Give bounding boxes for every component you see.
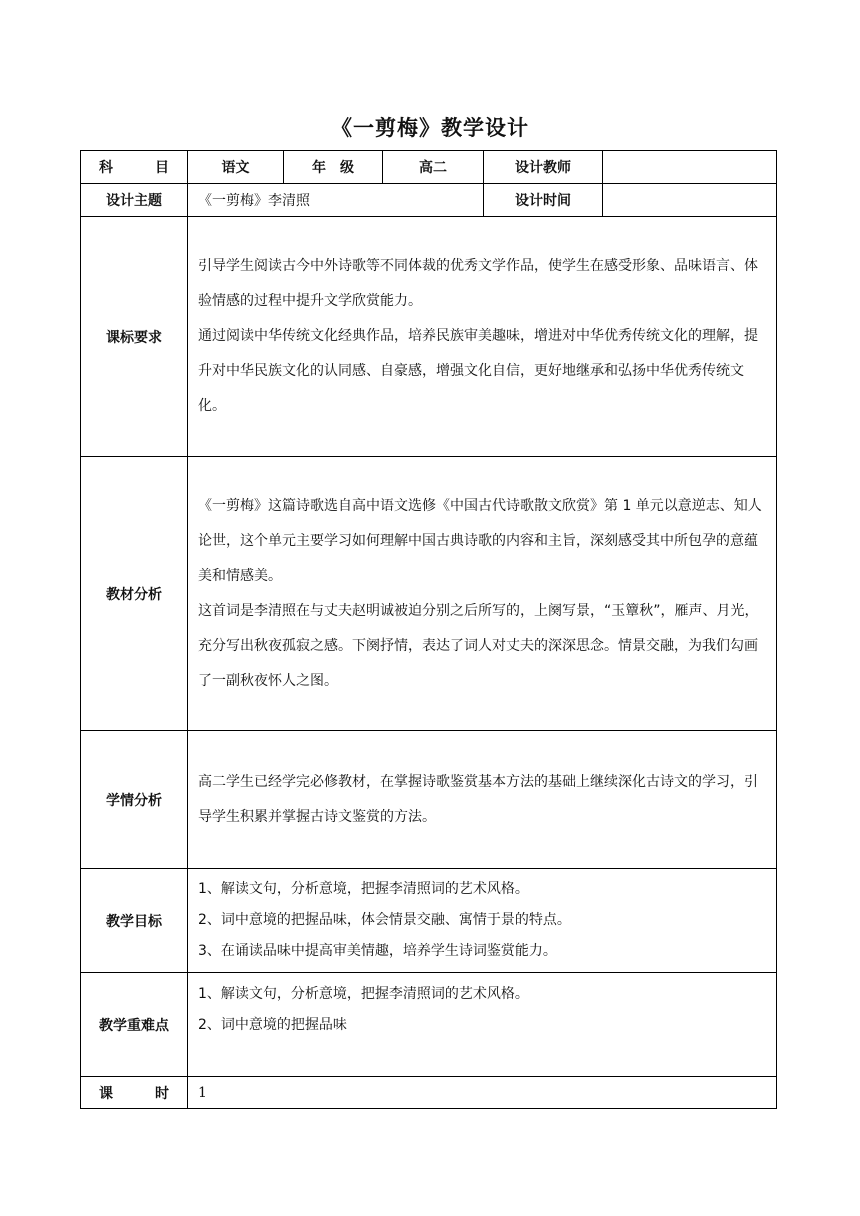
key-point-item: 1、解读文句，分析意境，把握李清照词的艺术风格。 [198, 986, 529, 1002]
document-title: 《一剪梅》教学设计 [331, 116, 529, 140]
theme-label: 设计主题 [81, 184, 188, 217]
row-standards [81, 217, 777, 457]
hours-label: 课 时 [81, 1077, 188, 1109]
row-theme [81, 184, 777, 217]
textbook-label: 教材分析 [81, 457, 188, 731]
key-points-label: 教学重难点 [81, 973, 188, 1077]
lesson-plan-table [80, 150, 777, 1109]
students-label: 学情分析 [81, 731, 188, 869]
hours-value: 1 [188, 1077, 777, 1109]
teacher-value [603, 151, 777, 184]
row-subject [81, 151, 777, 184]
grade-label: 年 级 [284, 151, 383, 184]
textbook-paragraph-1: 《一剪梅》这篇诗歌选自高中语文选修《中国古代诗歌散文欣赏》第 1 单元以意逆志、知人论世，这个单元主要学习如何理解中国古典诗歌的内容和主旨，深刻感受其中所包孕的意蕴美和情感美。 [198, 497, 762, 584]
goal-item: 1、解读文句，分析意境，把握李清照词的艺术风格。 [198, 881, 529, 897]
standards-label: 课标要求 [81, 217, 188, 457]
key-points-content [188, 973, 777, 1077]
row-goals [81, 869, 777, 973]
row-hours [81, 1077, 777, 1109]
goals-label: 教学目标 [81, 869, 188, 973]
grade-value: 高二 [383, 151, 484, 184]
row-students [81, 731, 777, 869]
students-content [188, 731, 777, 869]
goal-item: 2、词中意境的把握品味，体会情景交融、寓情于景的特点。 [198, 912, 571, 928]
row-key-points [81, 973, 777, 1077]
standards-content [188, 217, 777, 457]
textbook-content [188, 457, 777, 731]
subject-label: 科 目 [81, 151, 188, 184]
students-paragraph-1: 高二学生已经学完必修教材，在掌握诗歌鉴赏基本方法的基础上继续深化古诗文的学习，引导学生积累并掌握古诗文鉴赏的方法。 [198, 773, 758, 825]
goals-content [188, 869, 777, 973]
goal-item: 3、在诵读品味中提高审美情趣，培养学生诗词鉴赏能力。 [198, 943, 557, 959]
standards-paragraph-2: 通过阅读中华传统文化经典作品，培养民族审美趣味，增进对中华优秀传统文化的理解，提升对中华民族文化的认同感、自豪感，增强文化自信，更好地继承和弘扬中华优秀传统文化。 [198, 328, 758, 414]
row-textbook [81, 457, 777, 731]
teacher-label: 设计教师 [484, 151, 603, 184]
time-value [603, 184, 777, 217]
theme-value: 《一剪梅》李清照 [188, 184, 484, 217]
time-label: 设计时间 [484, 184, 603, 217]
textbook-paragraph-2: 这首词是李清照在与丈夫赵明诚被迫分别之后所写的，上阕写景，“玉簟秋”，雁声、月光，充分写出秋夜孤寂之感。下阕抒情，表达了词人对丈夫的深深思念。情景交融，为我们勾画了一副秋夜怀人之图。 [198, 602, 759, 689]
key-point-item: 2、词中意境的把握品味 [198, 1017, 347, 1033]
standards-paragraph-1: 引导学生阅读古今中外诗歌等不同体裁的优秀文学作品，使学生在感受形象、品味语言、体验情感的过程中提升文学欣赏能力。 [198, 258, 758, 309]
subject-value: 语文 [188, 151, 284, 184]
